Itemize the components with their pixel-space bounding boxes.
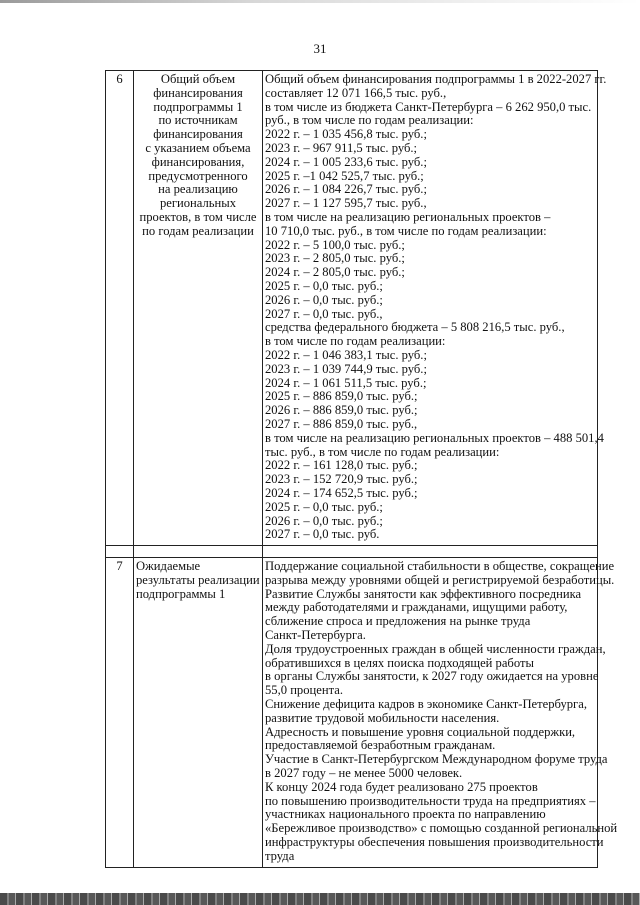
- content-line: 2025 г. – 886 859,0 тыс. руб.;: [265, 389, 418, 404]
- content-line: 2026 г. – 0,0 тыс. руб.;: [265, 513, 383, 528]
- label-line: предусмотренного: [148, 168, 248, 183]
- results-row: [106, 558, 598, 868]
- results-row-number: 7: [106, 558, 134, 868]
- content-line: Доля трудоустроенных граждан в общей численности граждан,: [265, 641, 606, 656]
- content-line: по повышению производительности труда на предприятиях –: [265, 793, 596, 808]
- label-line: Ожидаемые: [136, 559, 201, 574]
- content-line: Снижение дефицита кадров в экономике Санкт-Петербурга,: [265, 697, 587, 712]
- content-line: 2025 г. –1 042 525,7 тыс. руб.;: [265, 168, 424, 183]
- label-line: региональных: [159, 196, 237, 211]
- label-line: финансирования,: [151, 154, 245, 169]
- content-line: в том числе из бюджета Санкт-Петербурга – 6 262 950,0 тыс.: [265, 99, 592, 114]
- scan-top-edge: [0, 0, 640, 3]
- label-line: результаты реализации: [136, 572, 260, 587]
- content-line: в органы Службы занятости, к 2027 году ожидается на уровне: [265, 669, 599, 684]
- content-line: 2024 г. – 1 061 511,5 тыс. руб.;: [265, 375, 427, 390]
- content-line: К концу 2024 года будет реализовано 275 проектов: [265, 779, 538, 794]
- results-row-content: [263, 558, 618, 868]
- label-line: Общий объем: [160, 72, 236, 86]
- content-line: руб., в том числе по годам реализации:: [265, 113, 474, 128]
- scan-bottom-edge: [0, 893, 640, 905]
- content-line: развитие трудовой мобильности населения.: [265, 710, 500, 725]
- content-line: обратившихся в целях поиска подходящей работы: [265, 655, 534, 670]
- content-line: в том числе на реализацию региональных проектов – 488 501,4: [265, 430, 604, 445]
- financing-row-label: [134, 71, 263, 546]
- content-line: 2022 г. – 1 046 383,1 тыс. руб.;: [265, 347, 427, 362]
- label-line: финансирования: [153, 85, 243, 100]
- content-line: 2023 г. – 967 911,5 тыс. руб.;: [265, 140, 418, 155]
- content-line: Развитие Службы занятости как эффективного посредника: [265, 586, 582, 601]
- separator-cell: [134, 546, 263, 558]
- content-line: 2023 г. – 1 039 744,9 тыс. руб.;: [265, 361, 427, 376]
- label-line: подпрограммы 1: [153, 99, 243, 114]
- label-line: подпрограммы 1: [136, 586, 226, 601]
- content-line: Поддержание социальной стабильности в обществе, сокращение: [265, 559, 615, 574]
- content-line: предоставляемой безработным гражданам.: [265, 738, 496, 753]
- content-line: 2022 г. – 1 035 456,8 тыс. руб.;: [265, 127, 427, 142]
- content-line: в 2027 году – не менее 5000 человек.: [265, 766, 463, 781]
- content-line: инфраструктуры обеспечения повышения производительности: [265, 835, 604, 850]
- content-line: средства федерального бюджета – 5 808 216,5 тыс. руб.,: [265, 320, 565, 335]
- content-line: Общий объем финансирования подпрограммы 1 в 2022-2027 гг.: [265, 72, 607, 86]
- label-line: с указанием объема: [145, 140, 251, 155]
- content-line: 2027 г. – 0,0 тыс. руб.,: [265, 306, 383, 321]
- content-line: 55,0 процента.: [265, 683, 343, 698]
- content-line: в том числе по годам реализации:: [265, 334, 446, 349]
- label-line: на реализацию: [158, 182, 238, 197]
- content-line: 2025 г. – 0,0 тыс. руб.;: [265, 499, 383, 514]
- content-line: 2022 г. – 5 100,0 тыс. руб.;: [265, 237, 405, 252]
- content-line: между работодателями и гражданами, ищущими работу,: [265, 600, 568, 615]
- content-line: 2027 г. – 0,0 тыс. руб.: [265, 527, 380, 542]
- content-line: тыс. руб., в том числе по годам реализации:: [265, 444, 500, 459]
- content-line: составляет 12 071 166,5 тыс. руб.,: [265, 85, 447, 100]
- content-line: Санкт-Петербурга.: [265, 628, 366, 643]
- content-line: 2023 г. – 2 805,0 тыс. руб.;: [265, 251, 405, 266]
- label-line: проектов, в том числе: [139, 209, 257, 224]
- subprogram-passport-table: [105, 70, 618, 868]
- separator-cell: [106, 546, 134, 558]
- content-line: 2023 г. – 152 720,9 тыс. руб.;: [265, 472, 418, 487]
- content-line: труда: [265, 848, 295, 863]
- label-line: по источникам: [158, 113, 238, 128]
- label-line: финансирования: [153, 127, 243, 142]
- content-line: 10 710,0 тыс. руб., в том числе по годам реализации:: [265, 223, 547, 238]
- content-line: 2024 г. – 1 005 233,6 тыс. руб.;: [265, 154, 427, 169]
- separator-cell: [263, 546, 598, 558]
- content-line: 2024 г. – 2 805,0 тыс. руб.;: [265, 265, 405, 280]
- content-line: сближение спроса и предложения на рынке труда: [265, 614, 531, 629]
- content-line: разрыва между уровнями общей и регистрируемой безработицы.: [265, 572, 615, 587]
- content-line: 2027 г. – 886 859,0 тыс. руб.,: [265, 416, 418, 431]
- results-row-label: [134, 558, 263, 868]
- content-line: 2025 г. – 0,0 тыс. руб.;: [265, 278, 383, 293]
- label-line: по годам реализации: [142, 223, 254, 238]
- content-line: 2024 г. – 174 652,5 тыс. руб.;: [265, 485, 418, 500]
- financing-row-content: [263, 71, 607, 546]
- row-separator: [106, 546, 598, 558]
- content-line: в том числе на реализацию региональных проектов –: [265, 209, 551, 224]
- content-line: 2026 г. – 1 084 226,7 тыс. руб.;: [265, 182, 427, 197]
- financing-row-number: 6: [106, 71, 134, 546]
- financing-row: [106, 71, 598, 546]
- content-line: 2026 г. – 886 859,0 тыс. руб.;: [265, 403, 418, 418]
- content-line: «Бережливое производство» с помощью созданной региональной: [265, 821, 618, 836]
- content-line: Участие в Санкт-Петербургском Международном форуме труда: [265, 752, 608, 767]
- content-line: 2022 г. – 161 128,0 тыс. руб.;: [265, 458, 418, 473]
- content-line: 2027 г. – 1 127 595,7 тыс. руб.,: [265, 196, 427, 211]
- content-line: Адресность и повышение уровня социальной поддержки,: [265, 724, 576, 739]
- content-line: 2026 г. – 0,0 тыс. руб.;: [265, 292, 383, 307]
- page-number: 31: [313, 41, 327, 56]
- content-line: участниках национального проекта по направлению: [265, 807, 546, 822]
